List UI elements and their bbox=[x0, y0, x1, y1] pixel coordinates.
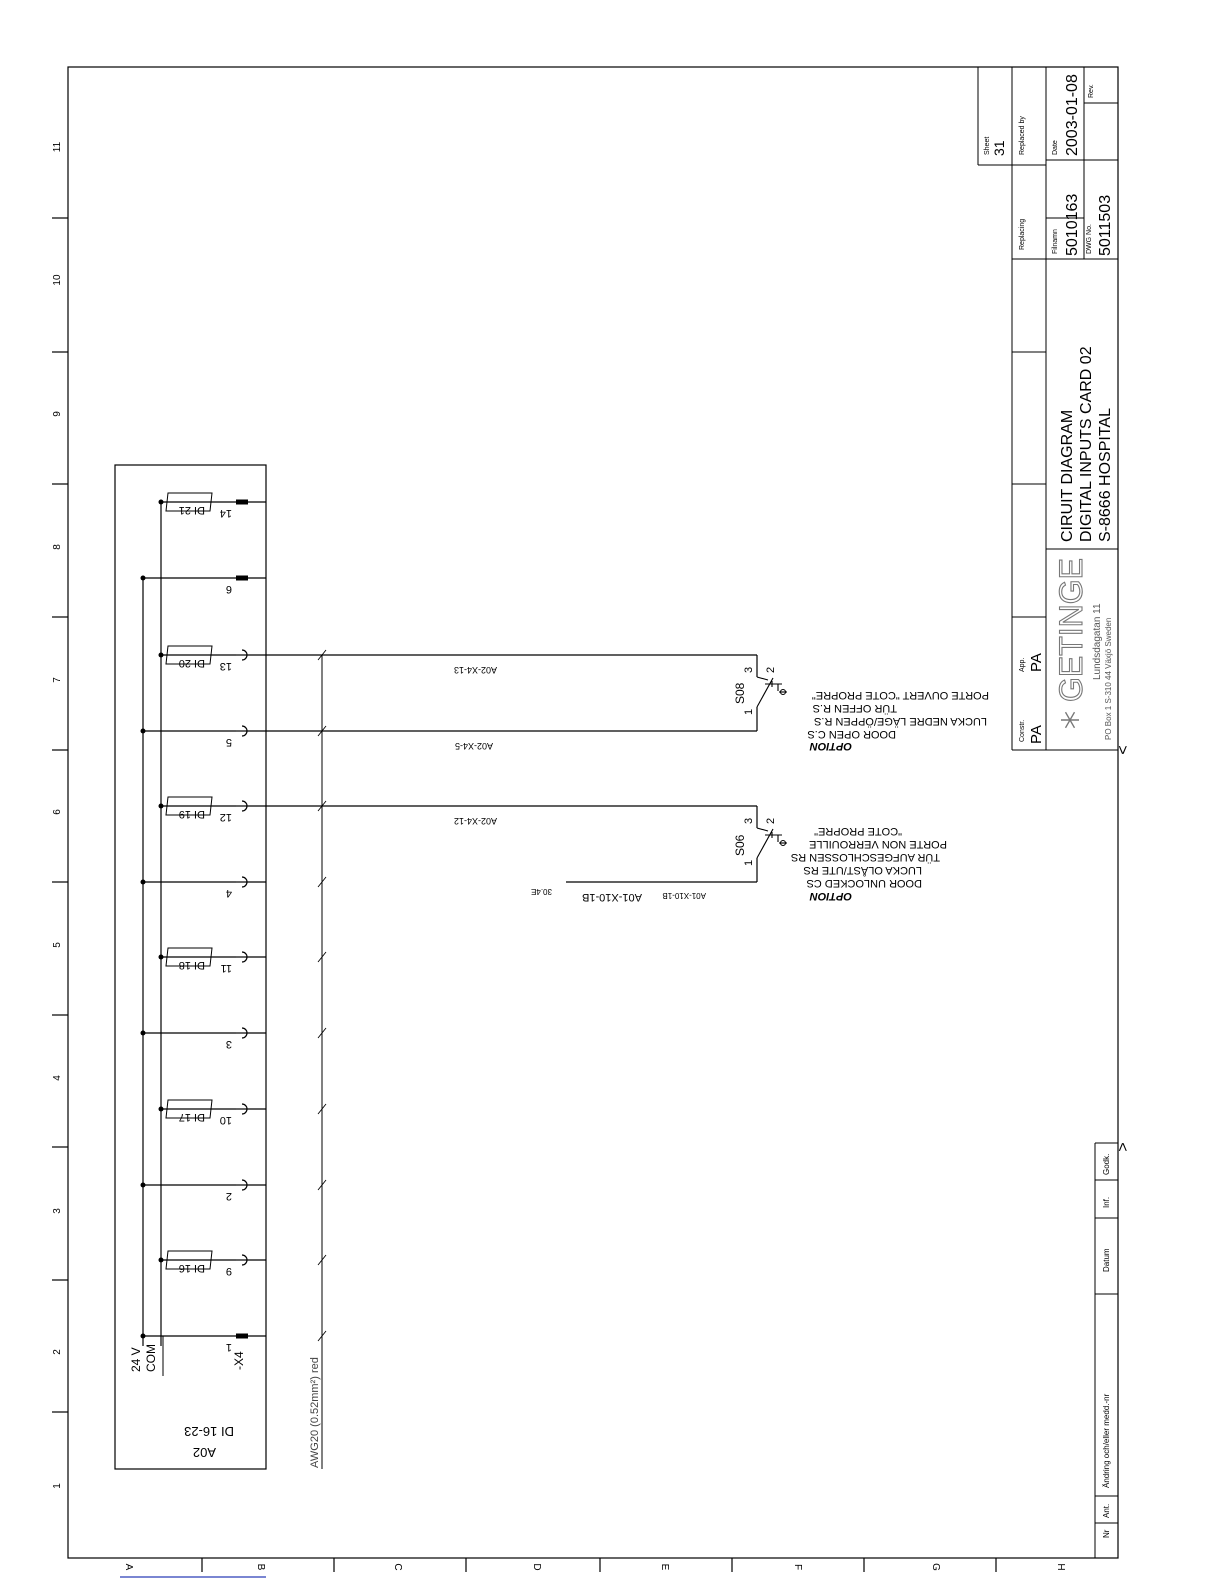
terminal-number: 10 bbox=[219, 1114, 232, 1126]
godk-label: Godk. bbox=[1102, 1153, 1111, 1175]
wire-label-x4-12: A02-X4-12 bbox=[453, 816, 497, 826]
getinge-logo bbox=[1053, 558, 1089, 728]
s08-line-2: LUCKA NEDRE LÄGE/ÖPPEN R.S bbox=[814, 715, 987, 727]
row-label-b: B bbox=[255, 1563, 266, 1571]
col-label-9: 9 bbox=[52, 411, 63, 417]
wire-label-x10-1b-left: A01-X10-1B bbox=[582, 891, 642, 903]
terminal-12 bbox=[159, 797, 267, 823]
snowflake-icon bbox=[1061, 712, 1079, 728]
col-label-5: 5 bbox=[52, 942, 63, 948]
marker-lower: > bbox=[1115, 1142, 1132, 1152]
app-label: App. bbox=[1019, 657, 1026, 672]
s08-option: OPTION bbox=[809, 740, 852, 752]
input-label: DI 18 bbox=[178, 959, 205, 971]
terminal-13 bbox=[159, 646, 267, 672]
junction-dot bbox=[141, 729, 146, 734]
junction-dot bbox=[159, 804, 164, 809]
filnamn-label: Filnamn bbox=[1052, 229, 1059, 254]
s06-pin-1: 1 bbox=[743, 859, 755, 866]
input-label: DI 16 bbox=[178, 1262, 205, 1274]
s08-line-3: TÜR OFFEN R.S bbox=[812, 702, 897, 714]
terminal-block bbox=[236, 576, 248, 581]
terminal-9 bbox=[159, 1251, 267, 1277]
app-value: PA bbox=[1028, 653, 1045, 672]
address-line-2: PO Box 1 S-310 44 Växjö Sweden bbox=[1104, 617, 1113, 740]
card-name: A02 bbox=[192, 1445, 216, 1460]
input-label: DI 17 bbox=[178, 1111, 205, 1123]
inf-label: Inf. bbox=[1102, 1196, 1111, 1208]
terminal-4 bbox=[141, 877, 267, 899]
ant-label: Ant. bbox=[1102, 1503, 1111, 1518]
column-labels bbox=[52, 141, 63, 1488]
card-connector: -X4 bbox=[232, 1351, 246, 1370]
sheet-label: Sheet bbox=[984, 136, 991, 155]
terminal-number: 13 bbox=[219, 660, 232, 672]
card-voltage: 24 V bbox=[129, 1347, 143, 1372]
wire-label-x4-13: A02-X4-13 bbox=[453, 665, 497, 675]
marker-upper: < bbox=[1115, 745, 1132, 755]
s08-tag: S08 bbox=[733, 682, 747, 704]
terminal-number: 2 bbox=[225, 1190, 232, 1202]
cable-note: AWG20 (0.52mm²) red bbox=[309, 1357, 321, 1468]
terminal-number: 14 bbox=[219, 507, 232, 519]
terminal-number: 9 bbox=[225, 1265, 232, 1277]
diagram-title-3: S-8666 HOSPITAL bbox=[1097, 408, 1114, 542]
row-label-d: D bbox=[531, 1563, 542, 1571]
col-label-4: 4 bbox=[52, 1075, 63, 1081]
date-label: Date bbox=[1052, 140, 1059, 155]
constr-label: Constr. bbox=[1019, 719, 1026, 742]
terminal-10 bbox=[159, 1100, 267, 1126]
terminal-number: 3 bbox=[225, 1038, 232, 1050]
dwg-value: 5011503 bbox=[1097, 194, 1114, 256]
terminal-strip bbox=[141, 493, 267, 1353]
switch-s06 bbox=[757, 828, 787, 858]
filnamn-value: 5010163 bbox=[1064, 193, 1081, 256]
s08-pin-2: 2 bbox=[765, 666, 777, 673]
wiring bbox=[266, 655, 757, 882]
datum-label: Datum bbox=[1102, 1248, 1111, 1272]
terminal-5 bbox=[141, 726, 267, 748]
card-range: DI 16-23 bbox=[184, 1424, 234, 1439]
row-labels bbox=[123, 1563, 1066, 1571]
s06-line-1: DOOR UNLOCKED CS bbox=[806, 877, 922, 889]
terminal-block bbox=[236, 1334, 248, 1339]
junction-dot bbox=[159, 955, 164, 960]
junction-dot bbox=[141, 1183, 146, 1188]
s06-option: OPTION bbox=[809, 890, 852, 902]
input-label: DI 21 bbox=[178, 504, 205, 516]
junction-dot bbox=[141, 1031, 146, 1036]
input-label: DI 20 bbox=[178, 657, 205, 669]
s08-line-4: PORTE OUVERT "COTE PROPRE" bbox=[811, 689, 989, 701]
junction-dot bbox=[159, 653, 164, 658]
wire-label-x4-5: A02-X4-5 bbox=[454, 741, 493, 751]
col-label-10: 10 bbox=[52, 274, 63, 286]
row-label-e: E bbox=[659, 1563, 670, 1571]
col-label-8: 8 bbox=[52, 544, 63, 550]
s08-pin-3: 3 bbox=[743, 666, 755, 673]
row-label-f: F bbox=[792, 1563, 803, 1571]
col-label-11: 11 bbox=[52, 141, 63, 153]
s06-line-4: PORTE NON VERROUILLE bbox=[809, 838, 947, 850]
terminal-number: 11 bbox=[220, 962, 232, 974]
s06-line-5: "COTE PROPRE" bbox=[814, 825, 902, 837]
s06-pin-3: 3 bbox=[743, 817, 755, 824]
terminal-6 bbox=[141, 576, 267, 596]
terminal-1 bbox=[141, 1334, 267, 1354]
input-label: DI 19 bbox=[178, 808, 205, 820]
rev-label: Rev. bbox=[1088, 84, 1095, 98]
terminal-3 bbox=[141, 1028, 267, 1050]
row-label-g: G bbox=[930, 1563, 941, 1571]
col-label-7: 7 bbox=[52, 677, 63, 683]
terminal-number: 6 bbox=[225, 583, 232, 595]
row-ticks bbox=[202, 1558, 996, 1572]
terminal-block bbox=[236, 500, 248, 505]
constr-value: PA bbox=[1028, 725, 1045, 744]
diagram-title-2: DIGITAL INPUTS CARD 02 bbox=[1078, 346, 1095, 542]
s06-line-2: LUCKA OLÅST/UTE RS bbox=[803, 864, 922, 876]
replaced-by-label: Replaced by bbox=[1019, 116, 1026, 155]
terminal-number: 5 bbox=[225, 736, 232, 748]
s06-tag: S06 bbox=[733, 834, 747, 856]
terminal-11 bbox=[159, 948, 267, 974]
junction-dot bbox=[159, 1107, 164, 1112]
replacing-label: Replacing bbox=[1019, 218, 1026, 250]
junction-dot bbox=[141, 1334, 146, 1339]
s06-pin-2: 2 bbox=[765, 817, 777, 824]
terminal-number: 12 bbox=[219, 811, 232, 823]
title-block-labels bbox=[984, 74, 1114, 744]
switch-s08 bbox=[757, 677, 787, 707]
diagram-title-1: CIRUIT DIAGRAM bbox=[1059, 409, 1076, 542]
date-value: 2003-01-08 bbox=[1064, 74, 1081, 156]
wire-label-x10-ref: 30.4E bbox=[531, 887, 552, 896]
change-label: Ändring och/eller medd.-nr bbox=[1102, 1393, 1111, 1488]
s06-description bbox=[791, 825, 947, 902]
company-name: GETINGE bbox=[1053, 557, 1089, 702]
s08-pin-1: 1 bbox=[743, 708, 755, 715]
junction-dot bbox=[159, 500, 164, 505]
col-label-1: 1 bbox=[52, 1483, 63, 1489]
s08-description bbox=[807, 689, 989, 752]
junction-dot bbox=[159, 1258, 164, 1263]
col-label-3: 3 bbox=[52, 1208, 63, 1214]
s06-line-3: TÜR AUFGESCHLOSSEN RS bbox=[790, 851, 940, 863]
s08-line-1: DOOR OPEN C.S bbox=[807, 728, 896, 740]
sheet-value: 31 bbox=[991, 140, 1007, 156]
address-line-1: Lundsdagatan 11 bbox=[1092, 603, 1103, 680]
junction-dot bbox=[141, 576, 146, 581]
terminal-2 bbox=[141, 1180, 267, 1202]
wire-label-x10-1b-right: A01-X10-1B bbox=[662, 891, 706, 900]
terminal-number: 4 bbox=[225, 887, 232, 899]
terminal-14 bbox=[159, 493, 267, 519]
nr-label: Nr bbox=[1102, 1529, 1111, 1538]
junction-dot bbox=[141, 880, 146, 885]
row-label-h: H bbox=[1055, 1563, 1066, 1571]
row-label-a: A bbox=[123, 1563, 134, 1571]
col-label-6: 6 bbox=[52, 809, 63, 815]
terminal-number: 1 bbox=[225, 1341, 232, 1353]
dwg-label: DWG No. bbox=[1086, 224, 1093, 254]
row-label-c: C bbox=[392, 1563, 403, 1571]
card-common: COM bbox=[144, 1344, 158, 1372]
revision-block-labels bbox=[1102, 1154, 1111, 1538]
col-label-2: 2 bbox=[52, 1349, 63, 1355]
